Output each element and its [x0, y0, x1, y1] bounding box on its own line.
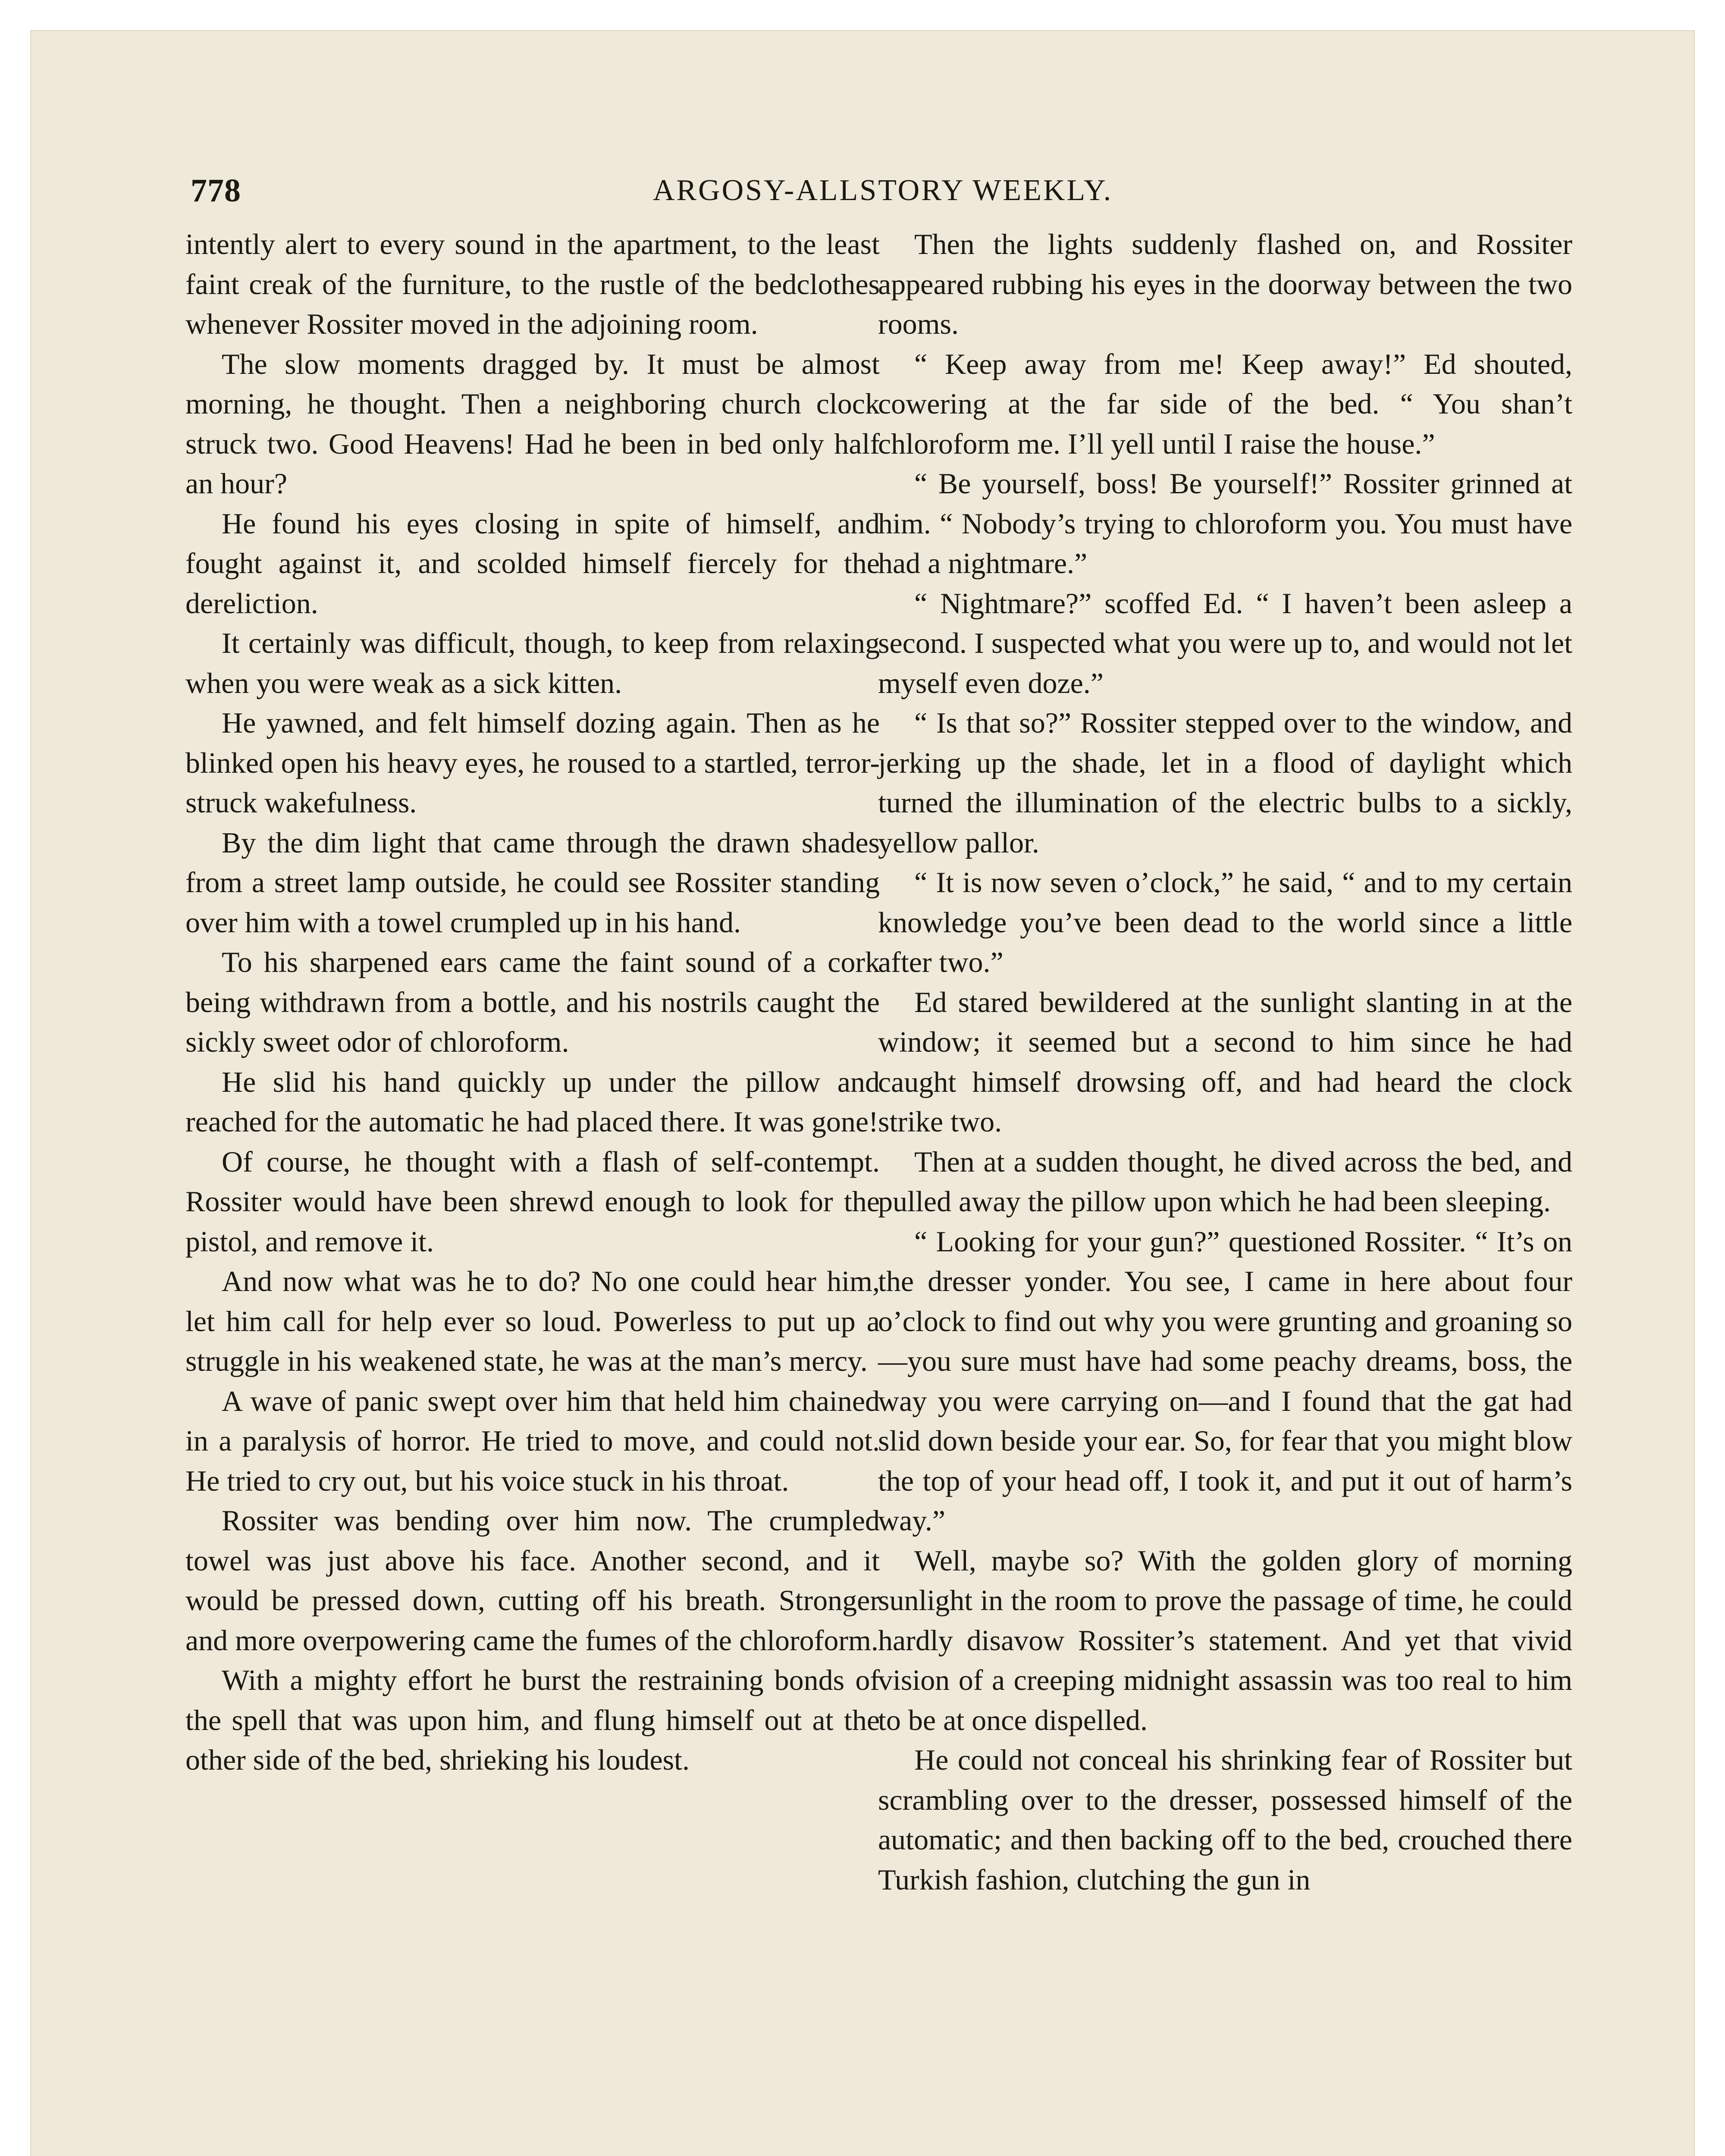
left-column — [185, 224, 880, 1780]
paragraph: The slow moments dragged by. It must be almost morning, he thought. Then a neighboring church clock struck two. Good Heavens! Had he been in bed only half an hour? — [185, 347, 880, 500]
paragraph: “ Looking for your gun?” questioned Rossiter. “ It’s on the dresser yonder. You see, I came in here about four o’clock to find out why you were grunting and groaning so—you sure must have had some peachy dreams, boss, the way you were carrying on—and I found that the gat had slid down beside your ear. So, for fear that you might blow the top of your head off, I took it, and put it out of harm’s way.” — [878, 1225, 1572, 1537]
running-head: ARGOSY-ALLSTORY WEEKLY. — [652, 174, 1113, 207]
paragraph: It certainly was difficult, though, to keep from relaxing when you were weak as a sick kitten. — [185, 627, 880, 699]
paragraph: He found his eyes closing in spite of himself, and fought against it, and scolded himself fiercely for the dereliction. — [185, 507, 880, 620]
paragraph: By the dim light that came through the drawn shades from a street lamp outside, he could see Rossiter standing over him with a towel crumpled up in his hand. — [185, 826, 880, 939]
paragraph: “ Nightmare?” scoffed Ed. “ I haven’t been asleep a second. I suspected what you were up to, and would not let myself even doze.” — [878, 586, 1572, 699]
paragraph: To his sharpened ears came the faint sound of a cork being withdrawn from a bottle, and his nostrils caught the sickly sweet odor of chloroform. — [185, 946, 880, 1058]
paragraph: “ Is that so?” Rossiter stepped over to the window, and jerking up the shade, let in a flood of daylight which turned the illumination of the electric bulbs to a sickly, yellow pallor. — [878, 706, 1572, 859]
paragraph: With a mighty effort he burst the restraining bonds of the spell that was upon him, and flung himself out at the other side of the bed, shrieking his loudest. — [185, 1664, 880, 1776]
paragraph: He slid his hand quickly up under the pillow and reached for the automatic he had placed there. It was gone! — [185, 1065, 880, 1138]
page-number: 778 — [191, 172, 241, 209]
paragraph: He could not conceal his shrinking fear of Rossiter but scrambling over to the dresser, possessed himself of the automatic; and then backing off to the bed, crouched there Turkish fashion, clutching the gun in — [878, 1743, 1572, 1896]
paragraph: Then the lights suddenly flashed on, and Rossiter appeared rubbing his eyes in the doorway between the two rooms. — [878, 228, 1572, 340]
paragraph: “ It is now seven o’clock,” he said, “ and to my certain knowledge you’ve been dead to the world since a little after two.” — [878, 866, 1572, 978]
paragraph: Well, maybe so? With the golden glory of morning sunlight in the room to prove the passage of time, he could hardly disavow Rossiter’s statement. And yet that vivid vision of a creeping midnight assassin was too real to him to be at once dispelled. — [878, 1544, 1572, 1736]
paragraph: “ Keep away from me! Keep away!” Ed shouted, cowering at the far side of the bed. “ You shan’t chloroform me. I’ll yell until I raise the house.” — [878, 347, 1572, 460]
right-column — [878, 224, 1572, 1899]
paragraph: Then at a sudden thought, he dived across the bed, and pulled away the pillow upon which he had been sleeping. — [878, 1145, 1572, 1218]
paragraph: Ed stared bewildered at the sunlight slanting in at the window; it seemed but a second to him since he had caught himself drowsing off, and had heard the clock strike two. — [878, 985, 1572, 1138]
paragraph: And now what was he to do? No one could hear him, let him call for help ever so loud. Powerless to put up a struggle in his weakened state, he was at the man’s mercy. — [185, 1265, 880, 1377]
paragraph: “ Be yourself, boss! Be yourself!” Rossiter grinned at him. “ Nobody’s trying to chloroform you. You must have had a nightmare.” — [878, 467, 1572, 580]
paragraph: Rossiter was bending over him now. The crumpled towel was just above his face. Another second, and it would be pressed down, cutting off his breath. Stronger and more overpowering came the fumes of the chloroform. — [185, 1504, 880, 1657]
paragraph: Of course, he thought with a flash of self-contempt. Rossiter would have been shrewd enough to look for the pistol, and remove it. — [185, 1145, 880, 1258]
paragraph: He yawned, and felt himself dozing again. Then as he blinked open his heavy eyes, he roused to a startled, terror-struck wakefulness. — [185, 706, 880, 819]
page-header — [191, 169, 1575, 221]
paragraph: intently alert to every sound in the apartment, to the least faint creak of the furniture, to the rustle of the bedclothes whenever Rossiter moved in the adjoining room. — [185, 228, 880, 340]
paragraph: A wave of panic swept over him that held him chained in a paralysis of horror. He tried to move, and could not. He tried to cry out, but his voice stuck in his throat. — [185, 1384, 880, 1497]
